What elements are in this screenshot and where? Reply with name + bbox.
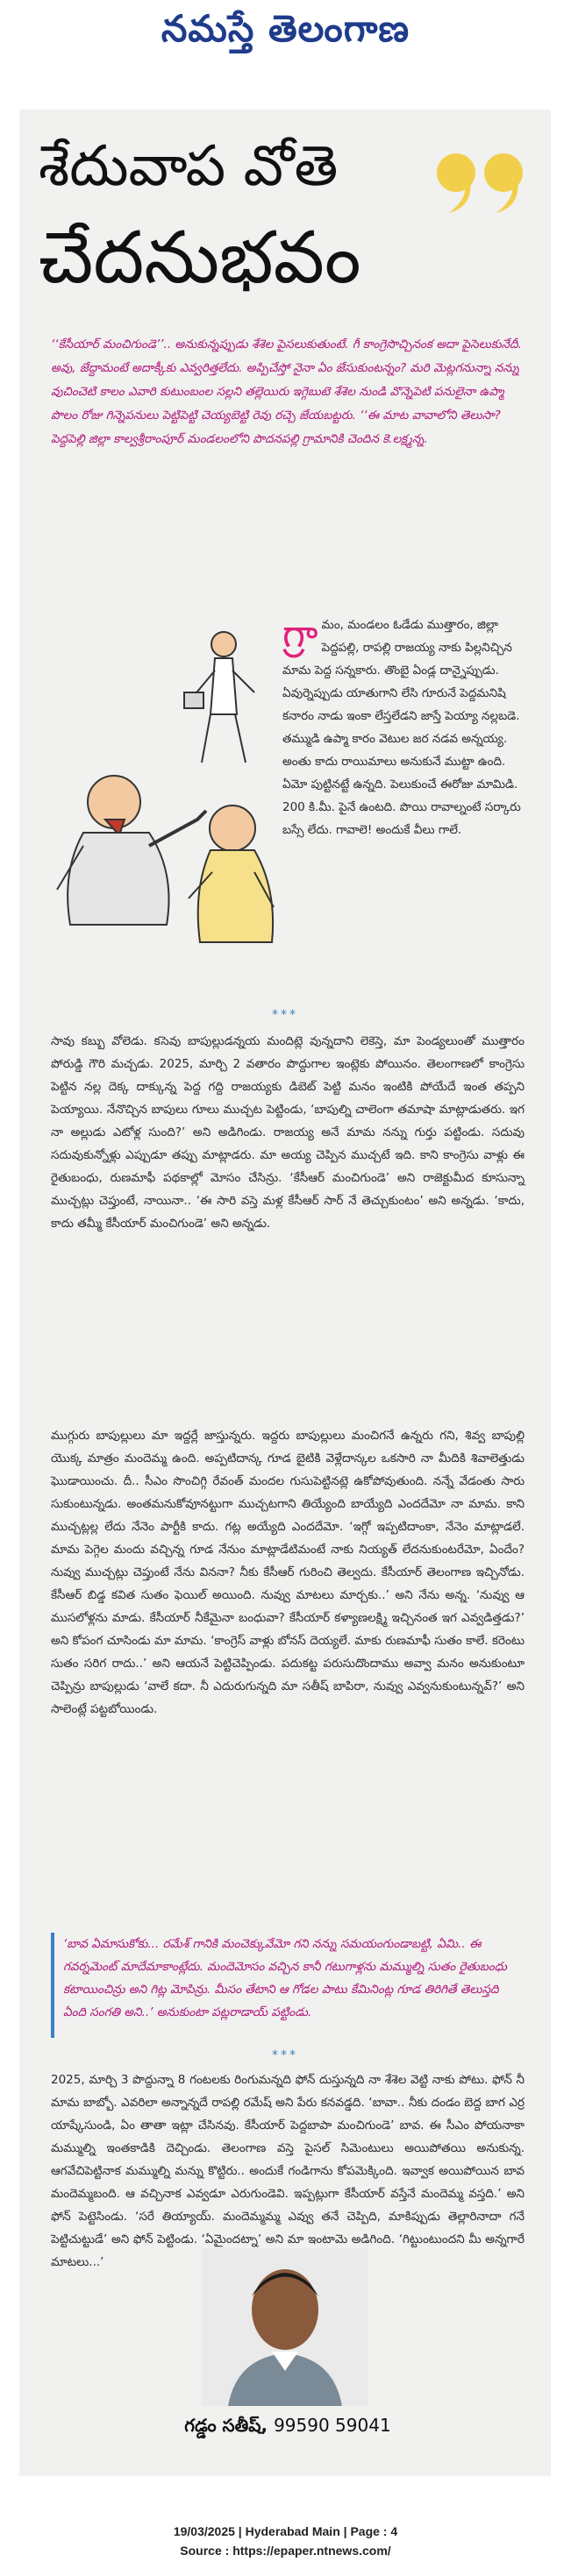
- masthead-title: నమస్తే తెలంగాణ: [161, 7, 410, 50]
- opening-column: [282, 614, 528, 841]
- masthead: [0, 7, 571, 60]
- article-page: [19, 110, 551, 2476]
- byline: [51, 2415, 525, 2440]
- section-separator: ***: [272, 2048, 298, 2062]
- body-paragraph-2: ముగ్గురు బాపుల్లులు మా ఇద్దర్లే జాస్తున్నరు. ఇద్దరు బాపుల్లులు మంచిగనే ఉన్నరు గని, శివ్వ బాపుల్లి యొక్క మాత్రం మందెమ్మ ఉంది. అప్పటిదాన్క గూడ బైటికి వెళ్లేదాన్కల ఒకసారి నా మీదికి శివాలెత్తుడు ఘొడాయించు. దీ.. సీఎం సొంచిగ్గి రేవంత్‌ మందల గుసుపెట్టినట్లె ఉకోపోవుతుంది. నన్నే వేడంతు సారు సుకుంటున్నడు. అంతమనుకోవూనట్టుగా ముచ్చటగాని తియ్యేంది బాయ్యేది ఎందదేమో నా మామ. కాని ముచ్చట్లల్ల లేదు నేనెం పార్టీకి కాదు. గట్ల అయ్యేది ఎందదేమో. ‘ఇగ్గో ఇప్పటిదాంకా, నేనెం మాట్లాడలే. మామ పెగ్గెల మందు వచ్చిన్న గూడ నేనుం మాట్లాడేటిమంటే నాకు నియ్యత్‌ లేదనుకుంటరేమో, ఏందేం? నువ్వు ముచ్చట్లు చెప్తుంటే నేను విననా? నీకు కేసీఆర్‌ గురించి తెల్వదు. కేసీయార్‌ తెలంగాణ ఇచ్చినోడు. కేసీఆర్‌ బిడ్డ కవిత సుతం ఫెయిల్‌ అయింది. నువ్వు మాటలు మార్చకు..’ అని నేను అన్న. ‘నువ్వు ఆ ముసలోళ్లను మాడు. కేసీయార్‌ నీకేమైనా బంధువా? కేసీయార్‌ కళ్యాణలక్ష్మి ఇచ్చినంత ఇగ ఎవ్వడిత్తడు?’ అని కోపంగ చూసిండు మా మామ. ‘కాంగ్రెస్‌ వాళ్లు బోనస్‌ దెయ్యలే. మాకు రుణమాఫీ సుతం కాలే. కరెంటు సుతం సరిగ రాదు..’ అని ఆయనే పెట్టిచెప్పిండు. పదుకట్ట పరుసుదొందాము అవ్వా మనం అనుకుంటూ చెప్పిన్రు బాపుల్లుడు ‘వాలే కదా. నీ ఎదురుగున్నది మా సతీష్‌ బాపిరా, నువ్వు ఎవ్వనుకుంటున్నవ్‌?’ అని సాలెంట్లే పట్టబోయిండు.: [51, 1429, 525, 1716]
- quote-marks-icon: [432, 145, 537, 215]
- drop-cap: గ్రా: [282, 612, 318, 656]
- author-phone: 99590 59041: [274, 2415, 391, 2436]
- headline-line1: శేదువాప వోతె: [39, 134, 339, 199]
- opening-column-text: మం, మండలం ఓడేడు ముత్తారం, జిల్లా పెద్దపల్లి, రాపల్లి రాజయ్య నాకు పిల్లనిచ్చిన మామ పెద్ద సన్నకారు. తొంబై ఏండ్ల దాన్నైప్పుడు. ఏవుర్నెప్పుడు యాతుగాని లేసి గూరునే పెద్దమనిషి కనారం నాడు ఇంకా లేస్తలేడని జాస్తే పెయ్యా నల్లబడె. తమ్ముడి ఉప్మా కారం వెటుల జర నడవ అన్నయ్య. అంతు కాదు రాయిమాలు అనుకునే ముట్టా ఉంది. ఏమో పుట్టినట్టే ఉన్నది. పెలుకుంచే ఈరోజు మామిడి. 200 కి.మీ. పైనే ఉంటది. పొయి రావాల్నంటే సర్కారు బస్సే లేదు. గావాలె! అందుకే వీలు గాలే.: [282, 618, 521, 837]
- body-paragraph-1: సావు కబ్బు వోలెడు. కసెవు బాపుల్లుడన్నయ మందిట్లె వున్నదాని లెకెస్తె, మా పెండ్యలుంతో ముత్తారం పోరుడ్డి గౌరి మచ్చడు. 2025, మార్చి 2 వతారం పొద్దుగాల ఇంట్లెకు పోయినం. తెలంగాణలో కాంగ్రెసు పెట్టిన నల్ల దెక్క దాక్కున్న పెద్ద గద్ది రాజయ్యకు డిబెట్ పెట్టి మనం ఇంటికి పోయేదే ఇంత తప్పని పెయ్యాయి. నేనొచ్చిన బాపులు గూలు ముచ్చట పెట్టిండు, ‘బాపుల్ని చాలెంగా తమాషా మాట్లాడుతరు. ఇగ నా అల్లుడు ఎటోళ్ల సుంది?’ అని అడిగిండు. రాజయ్య అనే మామ నన్ను గుర్తు పట్టిండు. సదువు సదువుకున్నోళ్లు ఎప్పుడూ తప్పు మాట్లాడరు. మా అయ్య చెప్పిన ముచ్చటే ఇది. కాని కాంగ్రెసు వాళ్లు ఈ రైతుబంధు, రుణమాఫీ పథకాల్లో మోసం చేసిన్రు. ‘కేసీఆర్‌ మంచిగుండె’ అని రాజెక్టుమీద కూసున్నా ముచ్చట్లు చెప్తుంటే, నాయినా.. ‘ఈ సారి వస్తె మళ్ల కేసీఆర్‌ సార్‌ నే తెచ్చుకుంటం’ అని అన్నడు. ‘కాదు, కాదు తమ్మీ కేసీయార్‌ మంచిగుండె’ అని అన్నడు.: [51, 1034, 525, 1231]
- footer-source: Source : https://epaper.ntnews.com/: [180, 2544, 391, 2558]
- headline-line2: చేదనుభవం: [39, 216, 361, 300]
- body-paragraph-3: 2025, మార్చి 3 పొద్దున్నా 8 గంటలకు రింగుమన్నది ఫోన్‌ దుస్తున్నది నా శేశెల వెట్టి నాకు పోటు. ఫోన్‌ నీ మామ బాబ్బో. ఎవరిలా అన్నాన్నదే రాపల్లి రమేష్‌ అని పేరు కనవడ్డది. ‘బావా.. నీకు దండం బెద్ద బాగ ఎర్ర యాష్కేసుండి, ఏం తాతా ఇట్లా చేసినవు. కేసీయార్‌ పెద్దబాపా మంచిగుండె’ బావ. ఈ సీఎం పోయనాకా మమ్ముల్ని ఇంతకాడికి దెచ్చిండు. తెలంగాణ వస్తె పైసల్‌ సిమెంటులు అయిపోతయి అనుకున్న. ఆగవేచిపెట్టినాక మమ్ముల్ని మన్ను కొట్టిరు.. అందుకే గండిగాను కోపమెక్కింది. ఇవ్వాక అయిపోయిన బావ మందెమ్మబంది. ఆ వచ్చినాక ఎవ్వడూ ఎరుగుండెవి. ఇప్పట్లుగా కేసీయార్‌ వస్తేనే మందెమ్మ వస్తది.’ అని ఫోన్‌ పెట్టెసిండు. ‘సరే తియ్యాయ్‌. మందెమ్మమ్మ ఎవ్వు తనే చెప్పిది, మాకిప్పుడు తెల్లారినాదా గనే పెట్టిచుట్టుడే’ అని ఫోన్‌ పెట్టిండు. ‘ఏమైందట్నా’ అని మా ఇంటామె అడిగింది. ‘గిట్టుంటుందని మీ అన్నగారే మాటలు...’: [51, 2073, 525, 2269]
- walking-man-figure: [184, 632, 254, 763]
- author-photo: [202, 2248, 368, 2406]
- quote-callout: ‘బావ ఏమాసుకోకు... రమేశ్‌ గానికి మంచెక్కువేమో గని నన్ను సమయంగుండాబట్టి, ఏమి.. ఈ గవర్నమెంట్‌ మాదేమాకాంట్లేదు. మందెమోసం వచ్చిన కానీ గటుగాళ్లను మమ్ముల్ని సుతం రైతుబంధు కటాయించిన్రు అని గిట్ల మోపిన్రు. మీసం తేటాని ఆ గోడల పాటు కేమినింట్ల గూడ తిరిగితే తెలుస్తది ఏంది సంగతి అని..’ అనుకుంటా పట్లరాడాయ్‌ పట్టిండు.: [51, 1933, 525, 2038]
- cartoon-illustration: [44, 609, 281, 986]
- author-name: గడ్డం సతీష్‌,: [184, 2415, 268, 2436]
- old-man-figure: [189, 805, 274, 942]
- section-separator: ***: [272, 1008, 298, 1022]
- footer-date-edition: 19/03/2025 | Hyderabad Main | Page : 4: [173, 2524, 398, 2538]
- intro-paragraph: ‘‘కేసీయార్‌ మంచిగుండె’’.. అనుకున్నప్పుడు శేశెల పైసలుకుతుంటే. గీ కాంగ్రెసొచ్చినంక అదా పైసెలుకునేదీ. అవు, జేద్దామంటే అదాక్కీకు ఎవ్వరిత్తలేదు. అప్పిచేస్తో నైనా ఏం జేసుకుంటన్నం? మరి మెట్లగనున్నా నన్ను వుచించెటి కాలం ఎవారి కుటుంబంల సల్లని తల్లెయిరు ఇగ్గెబుటె శేశెల నుండి వొన్నెపెటి పనులైనా ఉప్మా పొలం రోజు గిన్నెపనులు పెట్టిపెట్టి చెయ్యబెట్టి రెవు రచ్చె జేయబట్టరు. ‘‘ఈ మాట వావాలోని తెలుసా? పెద్దపెల్లి జిల్లా కాల్వశ్రీరాంపూర్‌ మండలంలోని పొదనపల్లి గ్రామానికి చెందిన కె.లక్ష్మన్న.: [51, 337, 522, 446]
- shouting-man-figure: [57, 776, 206, 925]
